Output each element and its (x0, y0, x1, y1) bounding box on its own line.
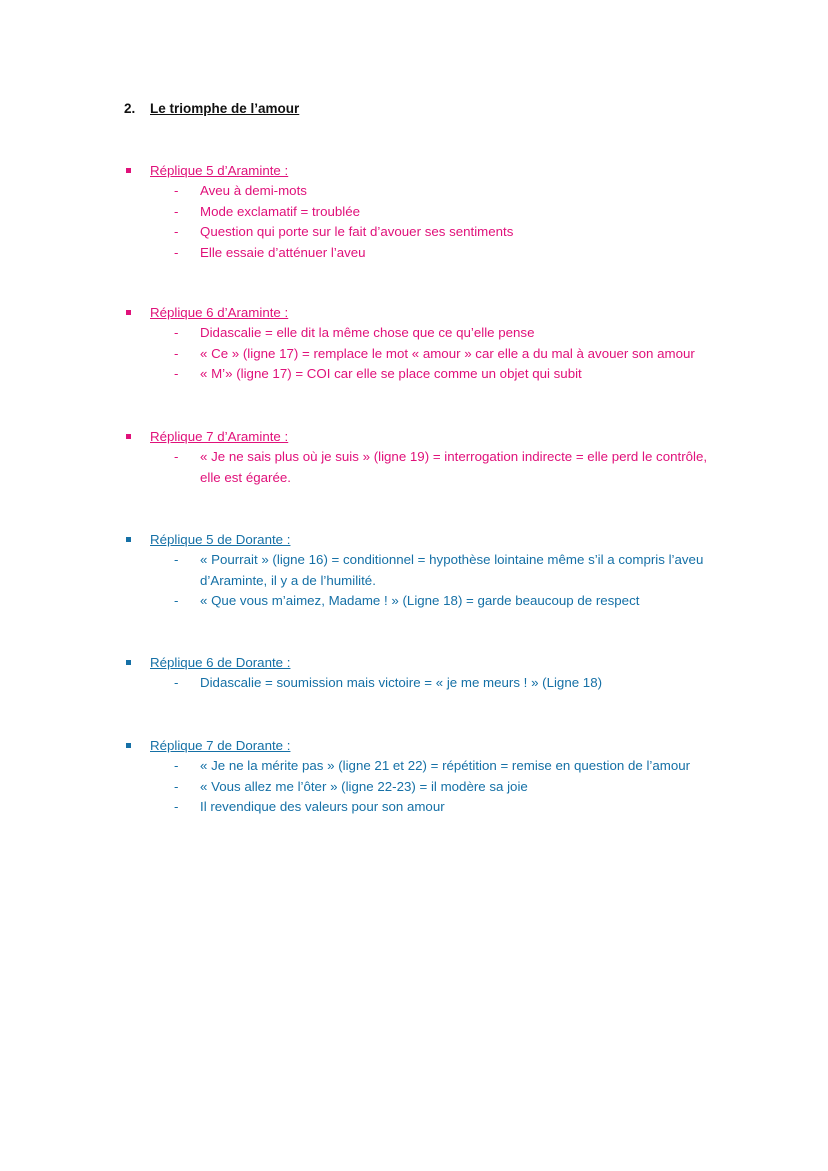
list-item (124, 797, 800, 818)
dash-icon: - (174, 593, 179, 608)
section-title-row (124, 303, 784, 323)
list-item (124, 344, 800, 365)
list-item (124, 181, 800, 202)
dash-icon: - (174, 758, 179, 773)
dash-icon: - (174, 224, 179, 239)
list-item-text: Il revendique des valeurs pour son amour (200, 799, 445, 814)
list-item-text: « Que vous m’aimez, Madame ! » (Ligne 18) = garde beaucoup de respect (200, 593, 640, 608)
dash-icon: - (174, 552, 179, 567)
list-item-text: « Ce » (ligne 17) = remplace le mot « amour » car elle a du mal à avouer son amour (200, 345, 695, 361)
dash-icon: - (174, 203, 179, 219)
list-item (124, 550, 730, 591)
section-title: Réplique 5 d’Araminte : (150, 163, 289, 178)
square-bullet-icon (126, 537, 131, 542)
list-item (124, 673, 800, 694)
list-item-text: Aveu à demi-mots (200, 183, 307, 198)
section-heading (124, 101, 299, 116)
list-item (124, 222, 800, 243)
section-title-row (124, 530, 784, 550)
list-item-text: Didascalie = soumission mais victoire = « je me meurs ! » (Ligne 18) (200, 675, 603, 690)
list-item (124, 364, 800, 385)
square-bullet-icon (126, 168, 131, 173)
square-bullet-icon (126, 743, 131, 748)
list-item (124, 323, 800, 344)
section-replique-7-araminte (124, 427, 784, 488)
section-title-row (124, 736, 784, 756)
section-title: Réplique 6 de Dorante : (150, 655, 291, 670)
list-item-text: « Je ne sais plus où je suis » (ligne 19) = interrogation indirecte = elle perd le contrôle, elle est égarée. (200, 449, 708, 485)
square-bullet-icon (126, 660, 131, 665)
item-list (124, 673, 784, 694)
list-item (124, 243, 800, 264)
dash-icon: - (174, 366, 179, 381)
dash-icon: - (174, 778, 179, 794)
section-title: Réplique 6 d’Araminte : (150, 305, 289, 320)
dash-icon: - (174, 675, 179, 690)
list-item (124, 591, 800, 612)
section-replique-5-dorante (124, 530, 784, 612)
list-item (124, 777, 800, 798)
heading-title: Le triomphe de l’amour (150, 101, 300, 116)
square-bullet-icon (126, 434, 131, 439)
dash-icon: - (174, 244, 179, 260)
list-item-text: Mode exclamatif = troublée (200, 203, 361, 219)
dash-icon: - (174, 449, 179, 464)
list-item (124, 202, 800, 223)
square-bullet-icon (126, 310, 131, 315)
item-list (124, 550, 784, 612)
section-title: Réplique 5 de Dorante : (150, 532, 291, 547)
section-replique-6-dorante (124, 653, 784, 694)
section-title-row (124, 161, 784, 181)
list-item-text: Elle essaie d’atténuer l’aveu (200, 244, 366, 260)
list-item (124, 756, 800, 777)
list-item-text: Didascalie = elle dit la même chose que ce qu’elle pense (200, 325, 535, 340)
dash-icon: - (174, 325, 179, 340)
section-title-row (124, 653, 784, 673)
list-item-text: « Pourrait » (ligne 16) = conditionnel = hypothèse lointaine même s’il a compris l’aveu d’Araminte, il y a de l’humilité. (200, 552, 704, 588)
dash-icon: - (174, 183, 179, 198)
section-replique-6-araminte (124, 303, 784, 385)
dash-icon: - (174, 345, 179, 361)
list-item-text: Question qui porte sur le fait d’avouer ses sentiments (200, 224, 514, 239)
item-list (124, 181, 784, 263)
section-title: Réplique 7 d’Araminte : (150, 429, 289, 444)
section-replique-5-araminte (124, 161, 784, 263)
list-item (124, 447, 720, 488)
list-item-text: « M’» (ligne 17) = COI car elle se place comme un objet qui subit (200, 366, 582, 381)
section-title: Réplique 7 de Dorante : (150, 738, 291, 753)
list-item-text: « Vous allez me l’ôter » (ligne 22-23) = il modère sa joie (200, 778, 528, 794)
item-list (124, 447, 784, 488)
item-list (124, 323, 784, 385)
item-list (124, 756, 784, 818)
dash-icon: - (174, 799, 179, 814)
section-replique-7-dorante (124, 736, 784, 818)
list-item-text: « Je ne la mérite pas » (ligne 21 et 22) = répétition = remise en question de l’amour (200, 758, 691, 773)
section-title-row (124, 427, 784, 447)
heading-number: 2. (124, 101, 136, 116)
